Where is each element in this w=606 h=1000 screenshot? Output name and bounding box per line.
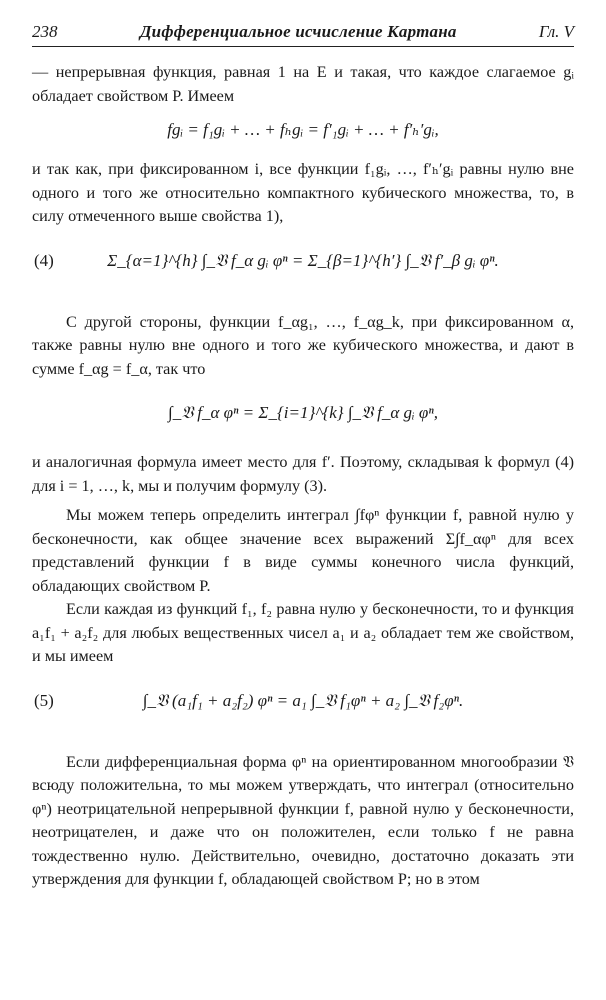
equation-body: ∫_𝔙 (a₁f₁ + a₂f₂) φⁿ = a₁ ∫_𝔙 f₁φⁿ + a₂ ∫_𝔙 f₂φⁿ. <box>142 690 464 710</box>
paragraph-4: и аналогичная формула имеет место для f′. Поэтому, складывая k формул (4) для i = 1, …, k, мы и получим формулу (3). <box>32 453 574 495</box>
equation-body: fgᵢ = f₁gᵢ + … + fₕgᵢ = f′₁gᵢ + … + f′ₕ′gᵢ, <box>167 120 439 139</box>
paragraph-2: и так как, при фиксированном i, все функции f₁gᵢ, …, f′ₕ′gᵢ равны нулю вне одного и того же относительно компактного кубического множества, то, в силу отмеченного выше свойства 1), <box>32 160 574 225</box>
paragraph-3: С другой стороны, функции f_αg₁, …, f_αg_k, при фиксированном α, также равны нулю вне одного и того же кубического множества, и дают в сумме f_αg = f_α, так что <box>32 312 574 378</box>
paragraph-5: Мы можем теперь определить интеграл ∫fφⁿ функции f, равной нулю у бесконечности, как общее значение всех выражений Σ∫f_αφⁿ для всех представлений функции f в виде суммы конечного числа функций, обладающих свойством P. <box>32 506 574 595</box>
equation-tag: (4) <box>34 250 54 270</box>
equation-tag: (5) <box>34 690 54 710</box>
equation-body: ∫_𝔙 f_α φⁿ = Σ_{i=1}^{k} ∫_𝔙 f_α gᵢ φⁿ, <box>168 403 438 422</box>
running-title: Дифференциальное исчисление Картана <box>139 22 457 41</box>
page <box>32 22 574 892</box>
equation-body: Σ_{α=1}^{h} ∫_𝔙 f_α gᵢ φⁿ = Σ_{β=1}^{h′} ∫_𝔙 f′_β gᵢ φⁿ. <box>107 250 499 270</box>
page-number: 238 <box>32 22 58 41</box>
equation-3 <box>32 381 574 451</box>
chapter-label: Гл. V <box>538 22 574 41</box>
equation-1 <box>32 108 574 158</box>
equation-5 <box>32 669 574 739</box>
equation-4 <box>32 229 574 299</box>
paragraph-7: Если дифференциальная форма φⁿ на ориентированном многообразии 𝔙 всюду положительна, то мы можем утверждать, что интеграл (относительно φⁿ) неотрицательной непрерывной функции f, равной нулю у бесконечности, неотрицателен, и даже что он положителен, если только f не равна тождественно нулю. Действительно, очевидно, достаточно доказать эти утверждения для функции f, обладающей свойством P; но в этом <box>32 752 574 888</box>
running-header <box>32 22 574 47</box>
paragraph-6: Если каждая из функций f₁, f₂ равна нулю у бесконечности, то и функция a₁f₁ + a₂f₂ для любых вещественных чисел a₁ и a₂ обладает тем же свойством, и мы имеем <box>32 600 574 665</box>
paragraph-1: — непрерывная функция, равная 1 на E и такая, что каждое слагаемое gᵢ обладает свойством P. Имеем <box>32 63 574 105</box>
